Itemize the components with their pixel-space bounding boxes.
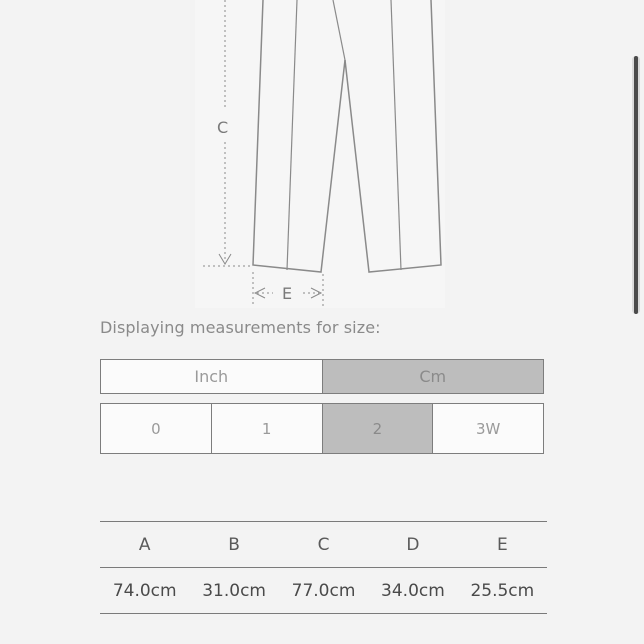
size-1-button[interactable]: 1	[211, 404, 322, 453]
size-selector	[100, 403, 544, 454]
unit-inch-button[interactable]: Inch	[101, 360, 322, 393]
table-cell: 25.5cm	[470, 580, 535, 601]
table-cell: 34.0cm	[381, 580, 445, 601]
table-cell: 31.0cm	[202, 580, 266, 601]
diagram-label-c: C	[217, 118, 229, 137]
measurement-table	[100, 521, 547, 614]
diagram-label-e: E	[282, 284, 293, 303]
scrollbar-thumb[interactable]	[634, 56, 638, 314]
scrollbar[interactable]	[632, 56, 640, 314]
table-cell: 77.0cm	[291, 580, 356, 601]
size-3w-button[interactable]: 3W	[432, 404, 543, 453]
pants-diagram-icon	[195, 0, 445, 308]
table-row	[100, 567, 547, 613]
size-0-button[interactable]: 0	[101, 404, 211, 453]
column-header: C	[317, 534, 330, 555]
table-cell: 74.0cm	[112, 580, 177, 601]
size-2-button[interactable]: 2	[322, 404, 433, 453]
table-header-row	[100, 522, 547, 567]
column-header: E	[496, 534, 508, 555]
column-header: B	[228, 534, 240, 555]
unit-toggle	[100, 359, 544, 394]
column-header: A	[138, 534, 151, 555]
unit-cm-button[interactable]: Cm	[322, 360, 544, 393]
size-caption: Displaying measurements for size:	[100, 318, 381, 337]
column-header: D	[406, 534, 420, 555]
garment-diagram	[195, 0, 445, 308]
